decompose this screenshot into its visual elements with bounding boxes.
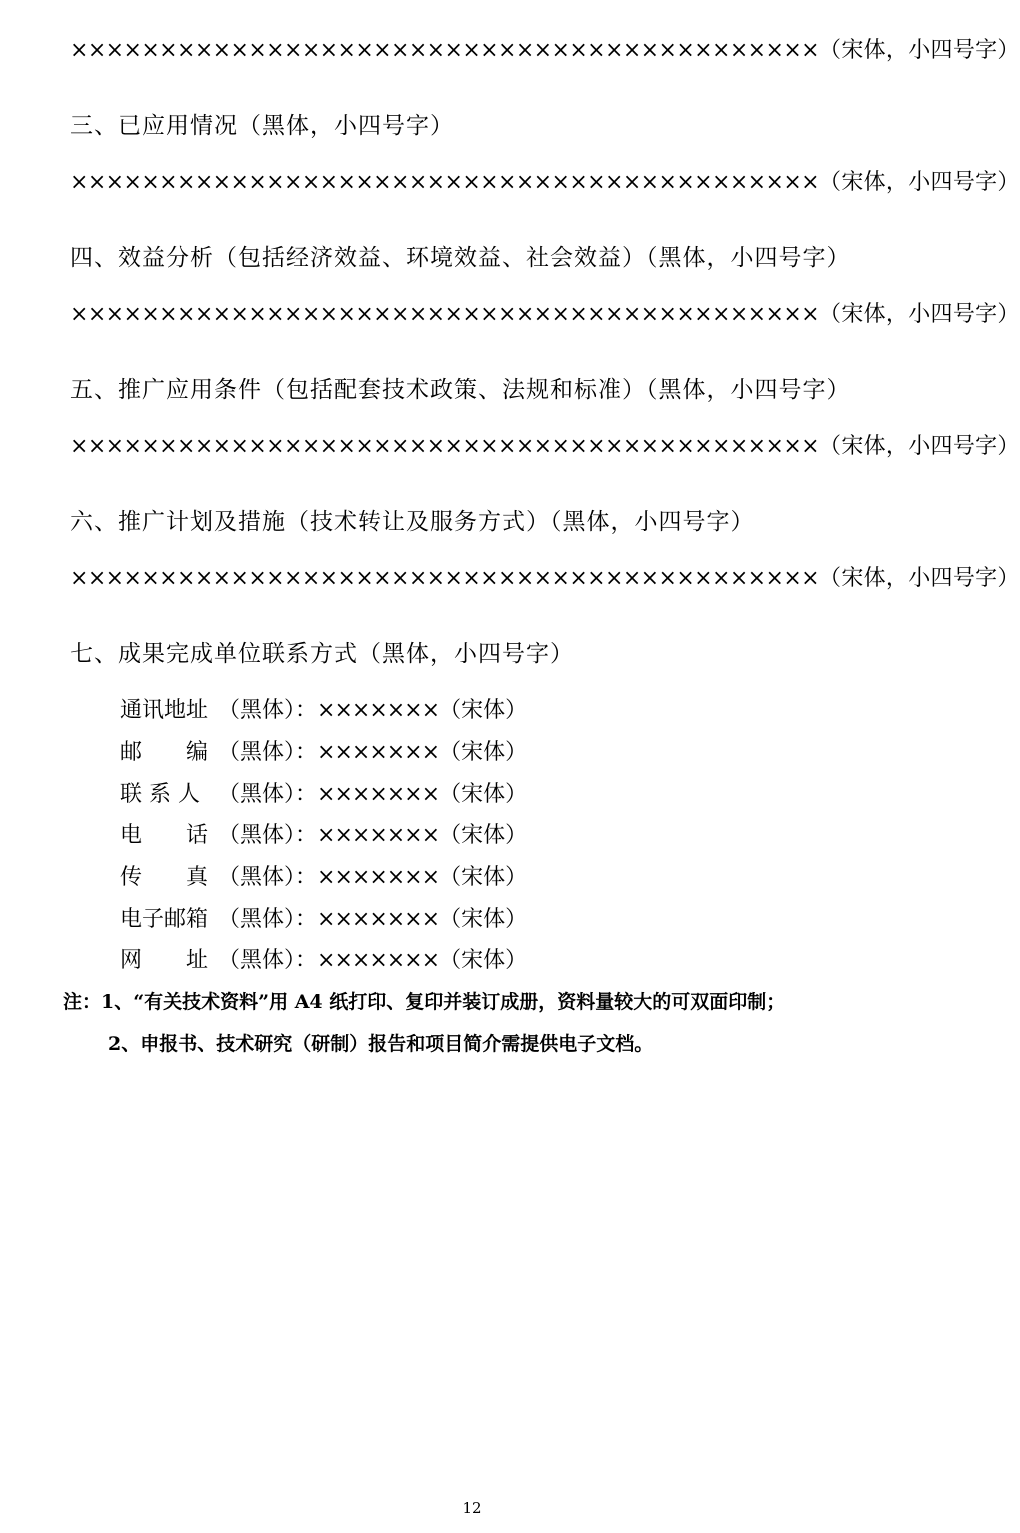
placeholder-text: ××××××××××××××××××××××××××××××××××××××××××	[70, 302, 820, 327]
contact-label: 网 址	[120, 948, 209, 973]
placeholder-text: ××××××××××××××××××××××××××××××××××××××××××	[70, 170, 820, 195]
format-note: （宋体，小四号字）	[819, 434, 1020, 459]
page-number: 12	[462, 1499, 482, 1517]
placeholder-text: ××××××××××××××××××××××××××××××××××××××××××	[70, 38, 820, 63]
contact-suffix: （黑体）：	[218, 948, 318, 973]
contact-line-person	[120, 777, 527, 808]
section-body-line	[70, 429, 1020, 460]
contact-suffix: （黑体）：	[218, 865, 318, 890]
contact-tail: （宋体）	[439, 948, 528, 973]
section-body-line	[70, 165, 1020, 196]
section-body-line	[70, 297, 1020, 328]
contact-line-website	[120, 943, 527, 974]
contact-value: ×××××××	[317, 948, 440, 973]
contact-suffix: （黑体）：	[218, 907, 318, 932]
contact-line-phone	[120, 818, 527, 849]
contact-value: ×××××××	[317, 865, 440, 890]
placeholder-text: ××××××××××××××××××××××××××××××××××××××××××	[70, 434, 820, 459]
format-note: （宋体，小四号字）	[819, 566, 1020, 591]
contact-tail: （宋体）	[439, 907, 528, 932]
contact-label: 传 真	[120, 865, 209, 890]
note-line-1: 注：1、“有关技术资料”用 A4 纸打印、复印并装订成册，资料量较大的可双面印制；	[63, 991, 786, 1013]
contact-suffix: （黑体）：	[218, 782, 318, 807]
contact-value: ×××××××	[317, 823, 440, 848]
contact-label: 电子邮箱	[120, 907, 209, 932]
contact-suffix: （黑体）：	[218, 740, 318, 765]
contact-value: ×××××××	[317, 740, 440, 765]
contact-line-address	[120, 693, 527, 724]
section-heading-conditions: 五、推广应用条件（包括配套技术政策、法规和标准）（黑体，小四号字）	[70, 377, 851, 403]
contact-suffix: （黑体）：	[218, 698, 318, 723]
section-heading-applied: 三、已应用情况（黑体，小四号字）	[70, 113, 454, 139]
contact-tail: （宋体）	[439, 865, 528, 890]
section-body-line	[70, 33, 1020, 64]
section-body-line	[70, 561, 1020, 592]
format-note: （宋体，小四号字）	[819, 170, 1020, 195]
contact-suffix: （黑体）：	[218, 823, 318, 848]
contact-label: 联 系 人	[120, 782, 200, 807]
format-note: （宋体，小四号字）	[819, 38, 1020, 63]
format-note: （宋体，小四号字）	[819, 302, 1020, 327]
contact-label: 通讯地址	[120, 698, 209, 723]
section-heading-contact: 七、成果完成单位联系方式（黑体，小四号字）	[70, 641, 574, 667]
contact-line-postcode	[120, 735, 527, 766]
contact-tail: （宋体）	[439, 782, 528, 807]
section-heading-benefits: 四、效益分析（包括经济效益、环境效益、社会效益）（黑体，小四号字）	[70, 245, 851, 271]
contact-value: ×××××××	[317, 698, 440, 723]
contact-line-email	[120, 902, 527, 933]
note-line-2: 2、申报书、技术研究（研制）报告和项目简介需提供电子文档。	[108, 1033, 654, 1055]
contact-label: 电 话	[120, 823, 209, 848]
placeholder-text: ××××××××××××××××××××××××××××××××××××××××××	[70, 566, 820, 591]
contact-tail: （宋体）	[439, 740, 528, 765]
contact-line-fax	[120, 860, 527, 891]
contact-value: ×××××××	[317, 782, 440, 807]
section-heading-plan: 六、推广计划及措施（技术转让及服务方式）（黑体，小四号字）	[70, 509, 755, 535]
contact-tail: （宋体）	[439, 823, 528, 848]
contact-tail: （宋体）	[439, 698, 528, 723]
contact-value: ×××××××	[317, 907, 440, 932]
contact-label: 邮 编	[120, 740, 209, 765]
